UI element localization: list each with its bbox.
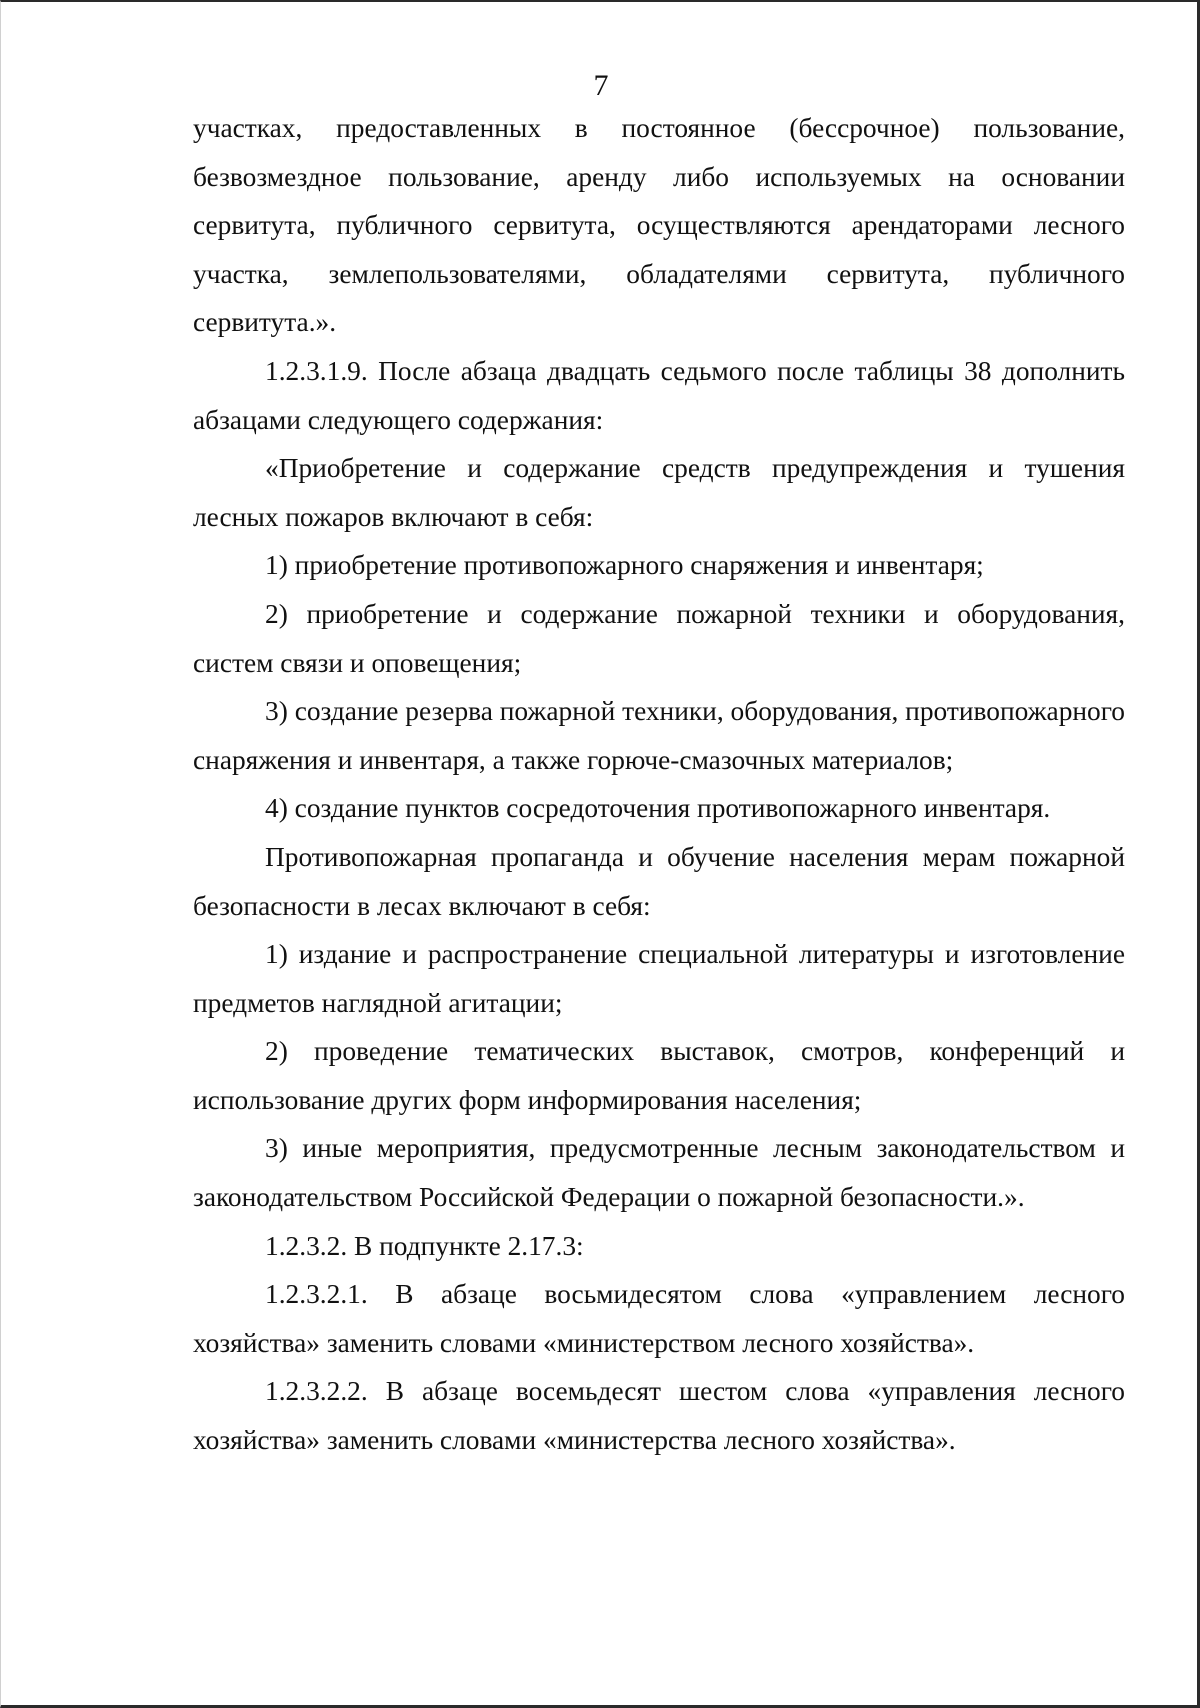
list-item: 2) приобретение и содержание пожарной техники и оборудования, систем связи и оповещения;	[193, 598, 1125, 678]
list-item: 3) создание резерва пожарной техники, оборудования, противопожарного снаряжения и инвентаря, а также горюче-смазочных материалов;	[193, 696, 1125, 775]
list-item: 2) проведение тематических выставок, смотров, конференций и использование других форм информирования населения;	[193, 1036, 1125, 1115]
list-item: 1) издание и распространение специальной литературы и изготовление предметов наглядной агитации;	[193, 939, 1125, 1018]
paragraph: Противопожарная пропаганда и обучение населения мерам пожарной безопасности в лесах включают в себя:	[193, 841, 1125, 921]
paragraph: участках, предоставленных в постоянное (бессрочное) пользование, безвозмездное пользование, аренду либо используемых на основании сервитута, публичного сервитута, осуществляются арендаторами лесного участка, землепользователями, обладателями сервитута, публичного сервитута.».	[193, 113, 1125, 338]
paragraph: 1.2.3.2.2. В абзаце восемьдесят шестом слова «управления лесного хозяйства» заменить словами «министерства лесного хозяйства».	[193, 1376, 1125, 1456]
paragraph: «Приобретение и содержание средств предупреждения и тушения лесных пожаров включают в себя:	[193, 453, 1125, 532]
page-number: 7	[593, 69, 609, 102]
paragraph: 1.2.3.1.9. После абзаца двадцать седьмого после таблицы 38 дополнить абзацами следующего содержания:	[193, 355, 1125, 435]
list-item: 4) создание пунктов сосредоточения противопожарного инвентаря.	[265, 793, 1051, 824]
paragraph: 1.2.3.2. В подпункте 2.17.3:	[265, 1230, 584, 1261]
list-item: 3) иные мероприятия, предусмотренные лесным законодательством и законодательством Российской Федерации о пожарной безопасности.».	[193, 1133, 1125, 1213]
paragraph: 1.2.3.2.1. В абзаце восьмидесятом слова «управлением лесного хозяйства» заменить словами «министерством лесного хозяйства».	[193, 1279, 1125, 1358]
document-body	[193, 104, 1125, 1465]
list-item: 1) приобретение противопожарного снаряжения и инвентаря;	[265, 550, 984, 581]
